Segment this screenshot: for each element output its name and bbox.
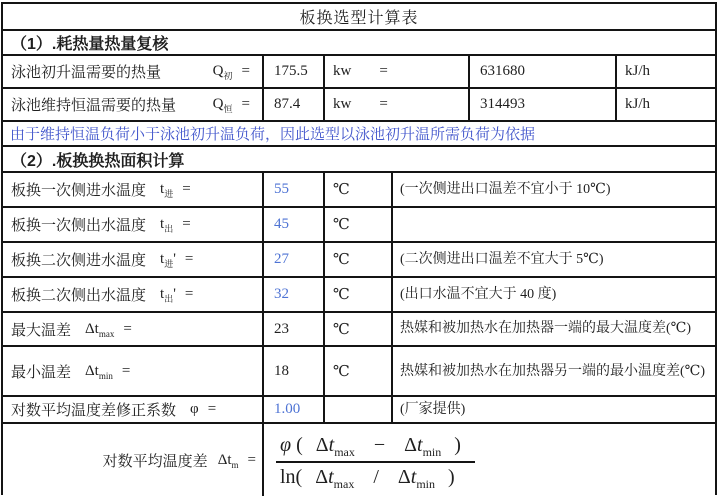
unit-cell-kjh: kJ/h [625, 63, 651, 79]
unit-cell-kjh: kJ/h [625, 96, 651, 112]
page-title: 板换选型计算表 [299, 10, 419, 27]
row-symbol: $t_出'$ = [160, 286, 194, 304]
section2-header: （2）.板换换热面积计算 [11, 152, 185, 170]
row-label-cell [3, 424, 264, 496]
value-cell[interactable]: 27 [264, 243, 325, 276]
unit-cell: ℃ [325, 208, 393, 241]
formula-cell [264, 424, 715, 496]
title-row [3, 4, 715, 31]
table-row-initial-heat [3, 56, 715, 89]
section1-header-row [3, 31, 715, 56]
note-row [3, 122, 715, 147]
calculation-table [1, 2, 717, 495]
value-cell[interactable]: 23 [264, 313, 325, 345]
value-cell[interactable]: 18 [264, 347, 325, 395]
table-row-correction-factor [3, 397, 715, 424]
table-row-lmtd-formula [3, 424, 715, 496]
table-row-constant-heat [3, 89, 715, 122]
row-label-cell [3, 208, 264, 241]
remark-cell: (二次侧进出口温差不宜大于 5℃) [400, 251, 604, 267]
equals-sign: = [379, 96, 388, 112]
value-cell[interactable]: 1.00 [264, 397, 325, 422]
unit-cell-kw: kw = [325, 56, 470, 87]
remark-cell: (厂家提供) [400, 401, 466, 417]
unit-cell [325, 397, 393, 422]
row-label: 板换二次侧进水温度 [11, 253, 147, 269]
row-label: 最小温差 [11, 364, 72, 381]
row-label: 板换二次侧出水温度 [11, 288, 147, 304]
row-symbol: $Q_恒$ = [212, 96, 250, 114]
table-row-primary-outlet [3, 208, 715, 243]
row-label: 对数平均温度差修正系数 [11, 403, 177, 419]
table-row-secondary-outlet [3, 278, 715, 313]
table-row-secondary-inlet [3, 243, 715, 278]
row-label-cell [3, 243, 264, 276]
row-label: 最大温差 [11, 322, 72, 339]
row-symbol: $\Delta t_m$ = [217, 451, 256, 470]
row-symbol: $t_进$ = [160, 181, 191, 199]
row-symbol: $Q_初$ = [212, 63, 250, 81]
row-label-cell [3, 313, 264, 345]
table-row-min-temp-diff [3, 347, 715, 397]
value-cell-kjh[interactable]: 631680 [470, 56, 617, 87]
selection-note: 由于维持恒温负荷小于泳池初升温负荷，因此选型以泳池初升温所需负荷为依据 [10, 127, 536, 143]
unit-cell: ℃ [325, 278, 393, 311]
lmtd-fraction [276, 432, 475, 489]
unit-cell: ℃ [325, 243, 393, 276]
row-label: 板换一次侧进水温度 [11, 183, 147, 199]
unit-cell: ℃ [325, 173, 393, 206]
section2-header-row [3, 147, 715, 173]
row-label-cell [3, 278, 264, 311]
row-label-cell [3, 56, 264, 87]
fraction-denominator: ln( $\Delta t_{max} / \Delta t_{min}$ ) [280, 465, 455, 491]
row-symbol: $t_出$ = [160, 216, 191, 234]
row-label-cell [3, 89, 264, 120]
unit-cell: ℃ [325, 347, 393, 395]
table-row-max-temp-diff [3, 313, 715, 347]
remark-cell: 热媒和被加热水在加热器一端的最大温度差(℃) [400, 321, 691, 336]
unit-cell: ℃ [325, 313, 393, 345]
remark-cell: 热媒和被加热水在加热器另一端的最小温度差(℃) [400, 363, 705, 379]
row-label-cell [3, 397, 264, 422]
row-label-cell [3, 347, 264, 395]
equals-sign: = [379, 63, 388, 79]
section1-header: （1）.耗热量热量复核 [11, 36, 169, 53]
row-label-cell [3, 173, 264, 206]
value-cell[interactable]: 32 [264, 278, 325, 311]
unit-cell-kw: kw = [325, 89, 470, 120]
row-symbol: $t_进'$ = [160, 251, 194, 269]
row-label: 板换一次侧出水温度 [11, 218, 147, 234]
value-cell-kjh[interactable]: 314493 [470, 89, 617, 120]
row-label: 泳池维持恒温需要的热量 [11, 98, 177, 114]
row-label: 泳池初升温需要的热量 [11, 65, 162, 81]
value-cell-kw[interactable]: 175.5 [264, 56, 325, 87]
row-symbol: $\Delta t_{min}$ = [85, 362, 131, 381]
fraction-numerator: φ ( $\Delta t_{max} - \Delta t_{min}$ ) [276, 432, 475, 463]
remark-cell [393, 208, 715, 241]
table-row-primary-inlet [3, 173, 715, 208]
row-symbol: φ = [190, 401, 217, 417]
value-cell[interactable]: 55 [264, 173, 325, 206]
row-label: 对数平均温度差 [102, 453, 208, 470]
remark-cell: (一次侧进出口温差不宜小于 10℃) [400, 181, 611, 197]
value-cell-kw[interactable]: 87.4 [264, 89, 325, 120]
remark-cell: (出口水温不宜大于 40 度) [400, 286, 557, 302]
row-symbol: $\Delta t_{max}$ = [85, 320, 132, 339]
value-cell[interactable]: 45 [264, 208, 325, 241]
